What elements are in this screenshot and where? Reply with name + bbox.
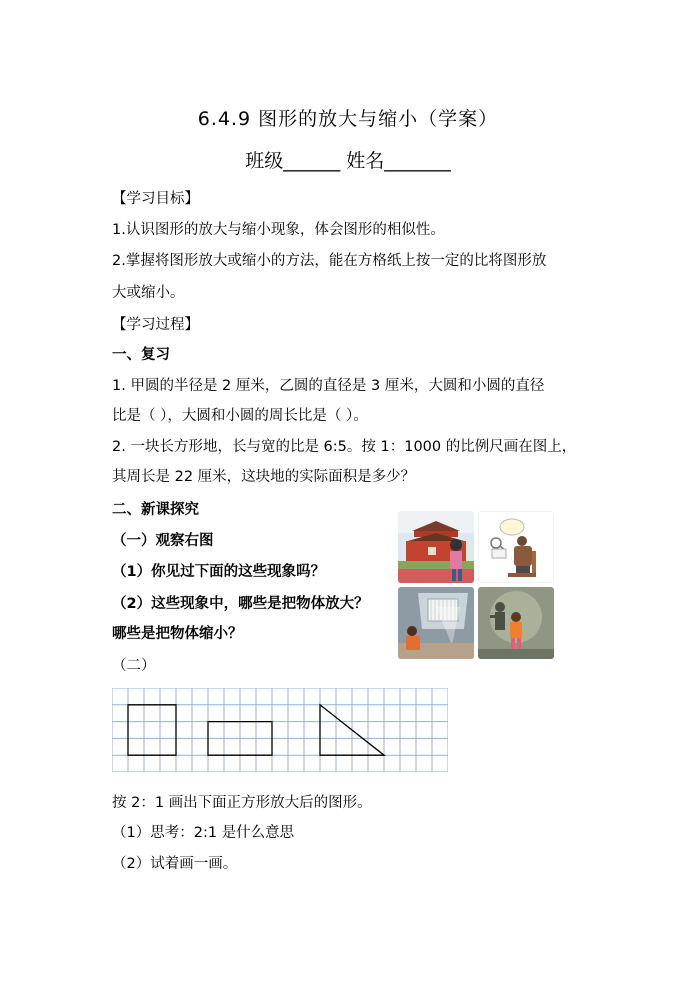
grid-figure [112,688,448,772]
new-lesson-heading: 二、新课探究 [112,502,199,518]
shadow-photo [478,587,554,659]
tiananmen-photo [398,511,474,583]
page-title: 6.4.9 图形的放大与缩小（学案） [197,108,499,130]
observe-question-1: （1）你见过下面的这些现象吗？ [112,564,326,580]
phenomena-photos [398,511,554,659]
question-2-line-1: 2. 一块长方形地，长与宽的比是 6:5。按 1：1000 的比例尺画在图上， [112,439,577,455]
observe-question-2-line-2: 哪些是把物体缩小？ [112,626,243,642]
goals-heading: 【学习目标】 [112,191,199,207]
part-two-label: （二） [112,658,156,674]
try-drawing: （2）试着画一画。 [112,856,238,872]
goal-item-1: 1.认识图形的放大与缩小现象，体会图形的相似性。 [112,222,445,238]
magnifier-reading-photo [478,511,554,583]
think-question: （1）思考：2:1 是什么意思 [112,825,295,841]
projector-photo [398,587,474,659]
square-grid [112,688,448,772]
goal-item-2-line-1: 2.掌握将图形放大或缩小的方法，能在方格纸上按一定的比将图形放 [112,253,547,269]
review-heading: 一、复习 [112,347,170,363]
observe-question-2-line-1: （2）这些现象中，哪些是把物体放大？ [112,596,369,612]
process-heading: 【学习过程】 [112,317,199,333]
task-instruction: 按 2：1 画出下面正方形放大后的图形。 [112,795,372,811]
class-name-line: 班级______ 姓名_______ [245,150,451,172]
square-shape [128,705,176,755]
goal-item-2-line-2: 大或缩小。 [112,285,185,301]
question-2-line-2: 其周长是 22 厘米，这块地的实际面积是多少？ [112,469,416,485]
question-1-line-1: 1. 甲圆的半径是 2 厘米，乙圆的直径是 3 厘米，大圆和小圆的直径 [112,378,545,394]
observe-heading: （一）观察右图 [112,533,214,549]
question-1-line-2: 比是（ ），大圆和小圆的周长比是（ ）。 [112,408,368,424]
